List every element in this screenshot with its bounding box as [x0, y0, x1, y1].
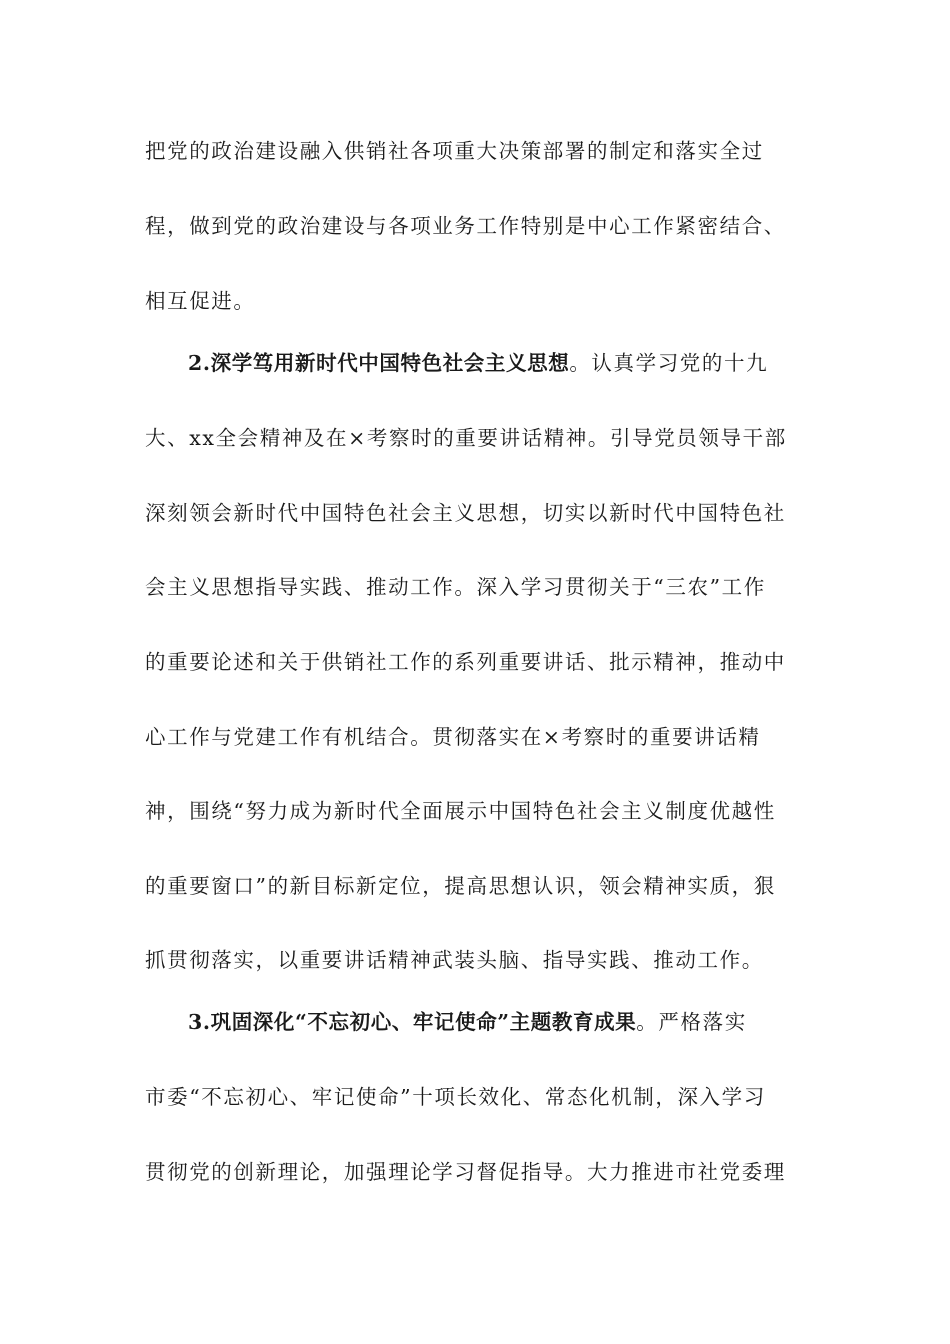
- paragraph-2-line-5: 的重要论述和关于供销社工作的系列重要讲话、批示精神，推动中: [145, 650, 786, 674]
- paragraph-2-line-9: 抓贯彻落实，以重要讲话精神武装头脑、指导实践、推动工作。: [145, 948, 764, 972]
- paragraph-1-line-3: 相互促进。: [145, 289, 256, 313]
- paragraph-3-line-3: 贯彻党的创新理论，加强理论学习督促指导。大力推进市社党委理: [145, 1160, 786, 1184]
- paragraph-2-line-2: 大、xx全会精神及在×考察时的重要讲话精神。引导党员领导干部: [145, 426, 787, 450]
- paragraph-2-line-8: 的重要窗口”的新目标新定位，提高思想认识，领会精神实质，狠: [145, 874, 776, 898]
- paragraph-3-line-2: 市委“不忘初心、牢记使命”十项长效化、常态化机制，深入学习: [145, 1085, 766, 1109]
- paragraph-2-line-3: 深刻领会新时代中国特色社会主义思想，切实以新时代中国特色社: [145, 501, 786, 525]
- paragraph-3-heading: 3.巩固深化“不忘初心、牢记使命”主题教育成果: [188, 1010, 637, 1034]
- paragraph-2-heading: 2.深学笃用新时代中国特色社会主义思想: [188, 351, 570, 375]
- paragraph-3-first-line: [188, 1007, 800, 1037]
- paragraph-2-line-6: 心工作与党建工作有机结合。贯彻落实在×考察时的重要讲话精: [145, 725, 761, 749]
- paragraph-2-first-line: [188, 348, 800, 378]
- paragraph-2-first-line-rest: 。认真学习党的十九: [569, 351, 769, 375]
- paragraph-1-line-2: 程，做到党的政治建设与各项业务工作特别是中心工作紧密结合、: [145, 214, 786, 238]
- paragraph-2-line-7: 神，围绕“努力成为新时代全面展示中国特色社会主义制度优越性: [145, 799, 776, 823]
- paragraph-1-line-1: 把党的政治建设融入供销社各项重大决策部署的制定和落实全过: [145, 139, 764, 163]
- paragraph-2-line-4: 会主义思想指导实践、推动工作。深入学习贯彻关于“三农”工作: [145, 575, 766, 599]
- paragraph-3-first-line-rest: 。严格落实: [636, 1010, 747, 1034]
